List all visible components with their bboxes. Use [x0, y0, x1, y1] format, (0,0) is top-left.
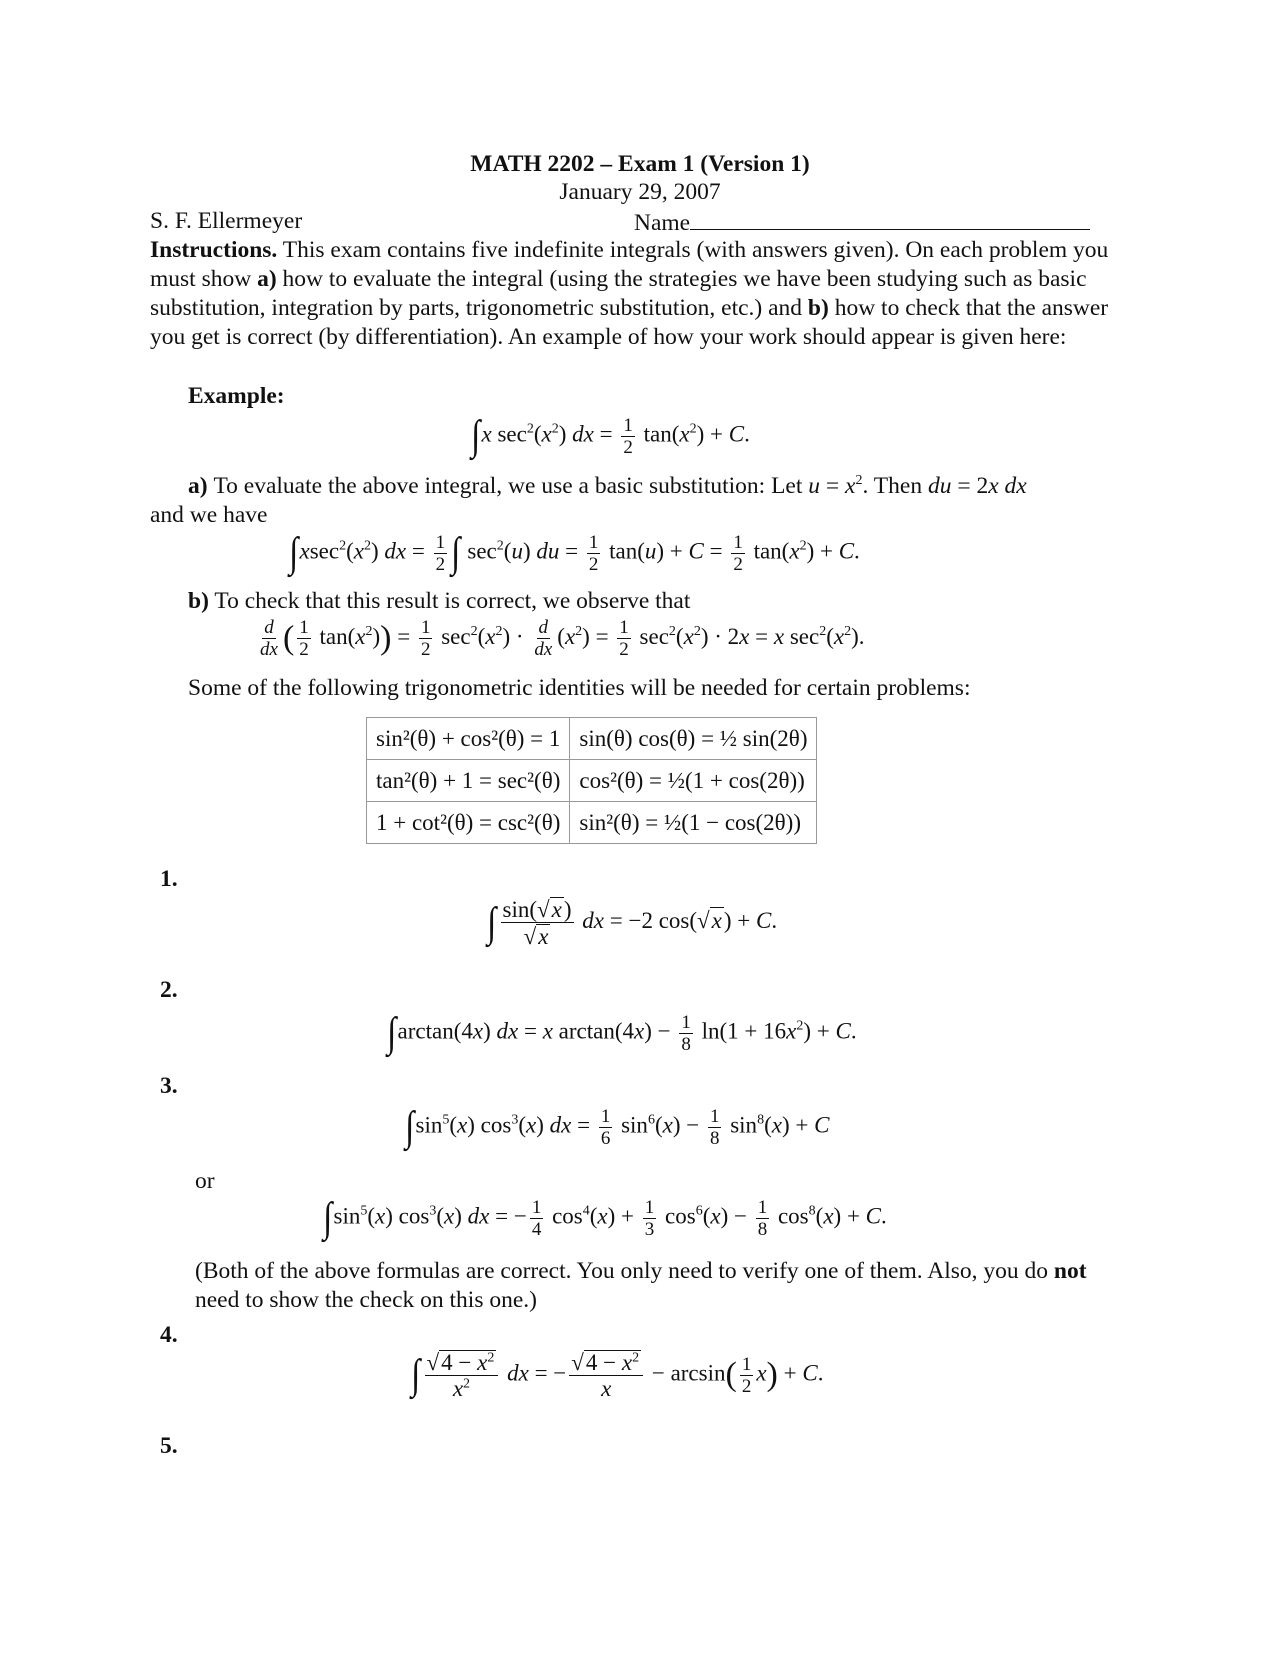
name-field[interactable] [634, 207, 1090, 238]
table-row [367, 718, 817, 760]
name-label: Name [634, 210, 691, 236]
table-row [367, 802, 817, 844]
example-part-a-cont: and we have [150, 502, 268, 528]
identity-cell: sin²(θ) + cos²(θ) = 1 [367, 718, 570, 760]
example-part-b: b) To check that this result is correct, we observe that [188, 588, 691, 614]
identity-cell: sin(θ) cos(θ) = ½ sin(2θ) [570, 718, 817, 760]
problem-2-number: 2. [160, 977, 178, 1003]
identities-table [366, 717, 817, 844]
example-heading: Example: [188, 383, 285, 409]
example-derivative-check: $\frac{d}{dx}$ ( $\frac{1}{2}$ $\tan(x^2)$) = $\frac{1}{2}$ $\sec^2(x^2)$ · $\frac{d}{dx}$ $(x^2)$ = $\frac{1}{2}$ $\sec^2(x^2) \cdot 2x = x$ $\sec^2(x^2)$. [260, 617, 865, 660]
problem-3-or: or [195, 1168, 215, 1194]
identity-cell: cos²(θ) = ½(1 + cos(2θ)) [570, 760, 817, 802]
problem-3-number: 3. [160, 1073, 178, 1099]
problem-1-number: 1. [160, 866, 178, 892]
problem-5-number: 5. [160, 1433, 178, 1459]
problem-4-integral: ∫ $\frac{√4 - x^2}{x^2}$ dx = − $\frac{√4 - x^2}{x}$ − arcsin( $\frac{1}{2}$ x) + C. [411, 1350, 824, 1401]
problem-1-integral: ∫ $\frac{\sin(√x)}{√x}$ dx = −2 cos(√x) + C. [487, 897, 778, 949]
problem-3-integral-a: $\int\sin^5(x)$ $\cos^3(x)$ dx = $\frac{1}{6}$ $\sin^6(x)$ − $\frac{1}{8}$ $\sin^8(x) + C$ [405, 1104, 830, 1150]
identities-intro: Some of the following trigonometric identities will be needed for certain problems: [188, 675, 971, 701]
problem-2-integral: ∫arctan(4x) dx = x arctan(4x) − $\frac{1}{8}$ $\ln(1 + 16x^2) + C$. [387, 1010, 857, 1056]
exam-title: MATH 2202 – Exam 1 (Version 1) [470, 151, 810, 177]
identity-cell: 1 + cot²(θ) = csc²(θ) [367, 802, 570, 844]
exam-date: January 29, 2007 [559, 179, 721, 205]
author: S. F. Ellermeyer [150, 208, 303, 234]
instructions-lead: Instructions. [150, 237, 278, 263]
table-row [367, 760, 817, 802]
identity-cell: tan²(θ) + 1 = sec²(θ) [367, 760, 570, 802]
name-line[interactable] [690, 207, 1090, 230]
example-part-a: a) To evaluate the above integral, we use a basic substitution: Let $u = x^2$. Then du = 2x dx [188, 473, 1027, 499]
example-integral: ∫x $\sec^2(x^2)$ dx = $\frac{1}{2}$ $\tan(x^2) + C$. [471, 413, 750, 459]
problem-3-note: (Both of the above formulas are correct. You only need to verify one of them. Also, you do not need to show the check on this one.) [195, 1258, 1087, 1313]
problem-3-integral-b: $\int\sin^5(x)$ $\cos^3(x)$ dx = − $\frac{1}{4}$ $\cos^4(x)$ + $\frac{1}{3}$ $\cos^6(x)$ − $\frac{1}{8}$ $\cos^8(x) + C$. [323, 1195, 887, 1241]
problem-4-number: 4. [160, 1322, 178, 1348]
instructions: Instructions. This exam contains five indefinite integrals (with answers given). On each problem you must show a) how to evaluate the integral (using the strategies we have been studying such as basic substitution, integration by parts, trigonometric substitution, etc.) and b) how to check that the answer you get is correct (by differentiation). An example of how your work should appear is given here: [150, 237, 1109, 350]
identity-cell: sin²(θ) = ½(1 − cos(2θ)) [570, 802, 817, 844]
example-substitution: $\int xsec^2(x^2)$ dx = $\frac{1}{2}$ ∫ $\sec^2(u)$ du = $\frac{1}{2}$ tan(u) + C = $\frac{1}{2}$ $\tan(x^2) + C$. [289, 530, 860, 576]
